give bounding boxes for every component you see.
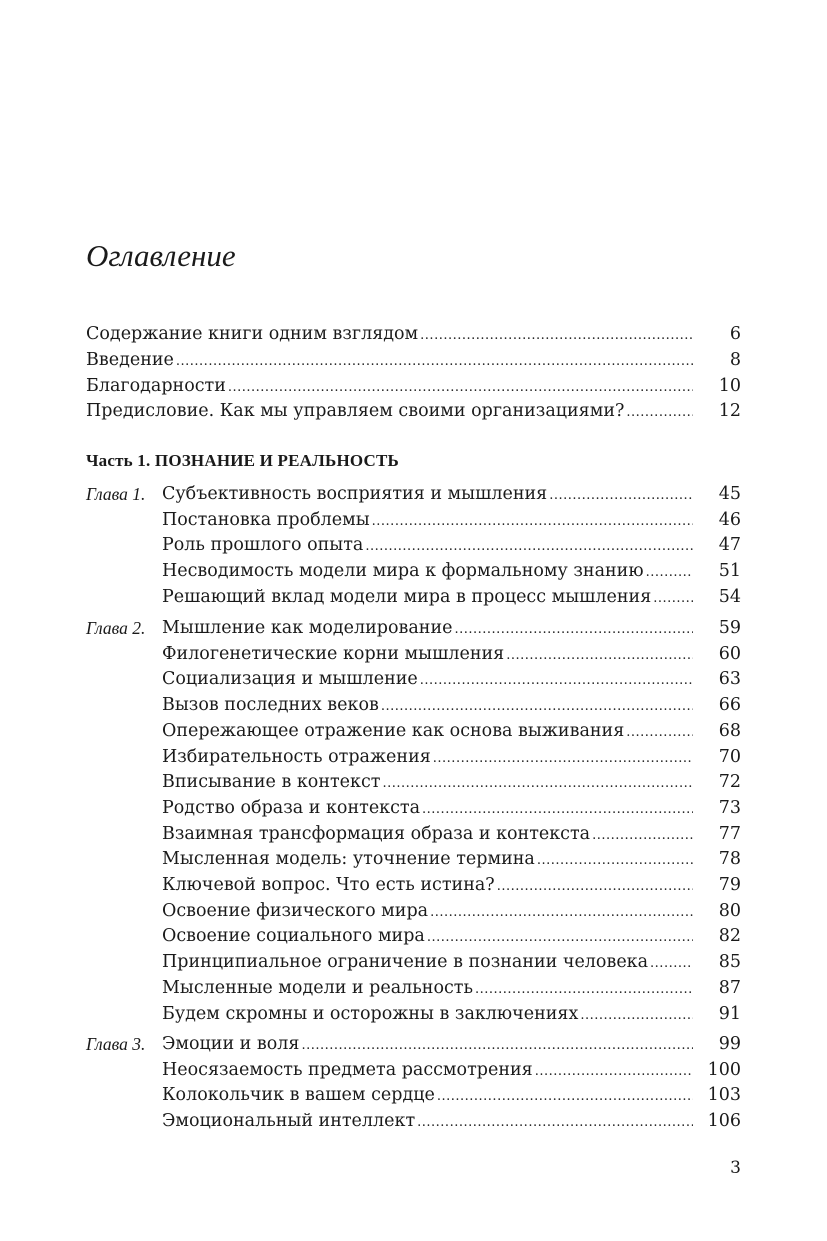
toc-entry — [162, 666, 695, 692]
toc-entry-title: Колокольчик в вашем сердце — [162, 1085, 435, 1106]
chapter-label: Глава 2. — [86, 618, 146, 638]
toc-entry-title: Родство образа и контекста — [162, 797, 421, 818]
toc-entry — [162, 795, 695, 821]
toc-entry — [162, 1108, 695, 1134]
toc-entry-page: 54 — [718, 586, 741, 607]
dot-leader — [420, 323, 693, 349]
toc-entry-page: 77 — [718, 823, 741, 844]
toc-entry-page: 91 — [718, 1003, 741, 1024]
toc-entry — [162, 949, 695, 975]
toc-entry — [162, 744, 695, 770]
toc-entry-title: Мысленные модели и реальность — [162, 977, 473, 998]
toc-entry-page: 51 — [718, 561, 741, 582]
dot-leader — [535, 1059, 693, 1085]
toc-entry-title: Эмоциональный интеллект — [162, 1111, 416, 1132]
toc-entry-title: Будем скромны и осторожны в заключениях — [162, 1003, 579, 1024]
toc-entry-title: Ключевой вопрос. Что есть истина? — [162, 875, 495, 895]
toc-entry-title: Вписывание в контекст — [162, 772, 381, 793]
toc-entry — [162, 898, 695, 924]
toc-entry-title: Взаимная трансформация образа и контекста — [162, 823, 591, 844]
dot-leader — [301, 1033, 693, 1059]
toc-entry-page: 70 — [718, 746, 741, 767]
dot-leader — [454, 617, 693, 643]
toc-entry-page: 66 — [718, 695, 741, 716]
dot-leader — [653, 586, 693, 612]
toc-entry-title: Предисловие. Как мы управляем своими организациями? — [86, 401, 625, 421]
toc-entry-page: 80 — [718, 900, 741, 921]
toc-entry-page: 46 — [718, 509, 741, 530]
dot-leader — [626, 720, 693, 746]
toc-entry-page: 63 — [718, 669, 741, 690]
toc-entry — [162, 1082, 695, 1108]
toc-entry-page: 82 — [718, 926, 741, 947]
toc-entry-title: Мысленная модель: уточнение термина — [162, 849, 535, 870]
toc-entry-page: 68 — [718, 720, 741, 741]
toc-entry-title: Постановка проблемы — [162, 509, 370, 530]
toc-entry — [162, 718, 695, 744]
toc-entry-title: Освоение социального мира — [162, 926, 425, 947]
toc-entry-page: 8 — [729, 350, 741, 370]
toc-entry — [162, 1031, 695, 1057]
toc-entry-title: Эмоции и воля — [162, 1034, 300, 1054]
toc-entry — [86, 373, 695, 399]
toc-entry-page: 103 — [707, 1085, 741, 1106]
dot-leader — [650, 951, 693, 977]
toc-entry — [162, 615, 695, 641]
dot-leader — [417, 1110, 693, 1136]
toc-entry-title: Введение — [86, 350, 174, 370]
toc-entry — [86, 398, 695, 424]
dot-leader — [176, 349, 693, 375]
page-number: 3 — [730, 1158, 741, 1178]
toc-entry-page: 47 — [718, 535, 741, 556]
dot-leader — [475, 977, 693, 1003]
toc-entry-title: Опережающее отражение как основа выживания — [162, 720, 625, 741]
dot-leader — [382, 771, 693, 797]
toc-entry-title: Освоение физического мира — [162, 900, 429, 921]
toc-entry — [162, 1057, 695, 1083]
chapter-label: Глава 3. — [86, 1034, 146, 1054]
dot-leader — [646, 560, 693, 586]
toc-entry — [162, 821, 695, 847]
toc-entry — [162, 584, 695, 610]
toc-entry-title: Содержание книги одним взглядом — [86, 324, 419, 344]
toc-entry — [162, 846, 695, 872]
toc-entry-title: Роль прошлого опыта — [162, 535, 364, 556]
dot-leader — [549, 483, 693, 509]
dot-leader — [537, 848, 693, 874]
toc-entry-title: Неосязаемость предмета рассмотрения — [162, 1059, 533, 1080]
toc-entry — [162, 872, 695, 898]
toc-entry-title: Избирательность отражения — [162, 746, 431, 767]
toc-entry — [162, 1001, 695, 1027]
dot-leader — [427, 925, 693, 951]
dot-leader — [372, 509, 693, 535]
dot-leader — [420, 668, 693, 694]
toc-entry-page: 87 — [718, 977, 741, 998]
toc-entry — [162, 481, 695, 507]
toc-entry — [86, 347, 695, 373]
toc-entry-page: 45 — [718, 484, 741, 504]
toc-entry — [86, 321, 695, 347]
chapter-label: Глава 1. — [86, 484, 146, 504]
toc-entry-page: 59 — [718, 618, 741, 638]
toc-entry-page: 60 — [718, 643, 741, 664]
toc-entry-page: 10 — [718, 376, 741, 396]
toc-entry — [162, 507, 695, 533]
dot-leader — [626, 400, 693, 426]
dot-leader — [365, 534, 693, 560]
toc-entry — [162, 923, 695, 949]
toc-entry-title: Решающий вклад модели мира в процесс мышления — [162, 586, 652, 607]
toc-entry-page: 12 — [718, 401, 741, 421]
dot-leader — [422, 797, 693, 823]
toc-entry — [162, 769, 695, 795]
toc-entry-page: 79 — [718, 875, 741, 895]
dot-leader — [437, 1084, 693, 1110]
toc-entry-page: 99 — [718, 1034, 741, 1054]
toc-entry-title: Благодарности — [86, 376, 226, 396]
toc-entry-title: Мышление как моделирование — [162, 618, 453, 638]
dot-leader — [430, 900, 693, 926]
dot-leader — [381, 694, 693, 720]
toc-entry — [162, 558, 695, 584]
toc-entry-page: 100 — [707, 1059, 741, 1080]
dot-leader — [580, 1003, 693, 1029]
toc-entry-page: 73 — [718, 797, 741, 818]
toc-entry-page: 72 — [718, 772, 741, 793]
toc-entry — [162, 532, 695, 558]
toc-entry-page: 85 — [718, 952, 741, 973]
part-heading: Часть 1. ПОЗНАНИЕ И РЕАЛЬНОСТЬ — [86, 451, 399, 470]
dot-leader — [497, 874, 693, 900]
toc-entry-title: Принципиальное ограничение в познании человека — [162, 952, 649, 973]
toc-entry-page: 78 — [718, 849, 741, 870]
dot-leader — [592, 823, 693, 849]
toc-entry — [162, 975, 695, 1001]
toc-entry — [162, 692, 695, 718]
toc-entry — [162, 641, 695, 667]
toc-entry-title: Вызов последних веков — [162, 695, 379, 716]
toc-entry-title: Несводимость модели мира к формальному знанию — [162, 561, 644, 582]
toc-entry-title: Филогенетические корни мышления — [162, 643, 505, 664]
dot-leader — [433, 746, 693, 772]
toc-entry-title: Социализация и мышление — [162, 669, 418, 690]
toc-entry-page: 6 — [729, 324, 741, 344]
toc-entry-title: Субъективность восприятия и мышления — [162, 484, 548, 504]
dot-leader — [506, 643, 693, 669]
page-title: Оглавление — [86, 238, 236, 273]
toc-entry-page: 106 — [707, 1111, 741, 1132]
